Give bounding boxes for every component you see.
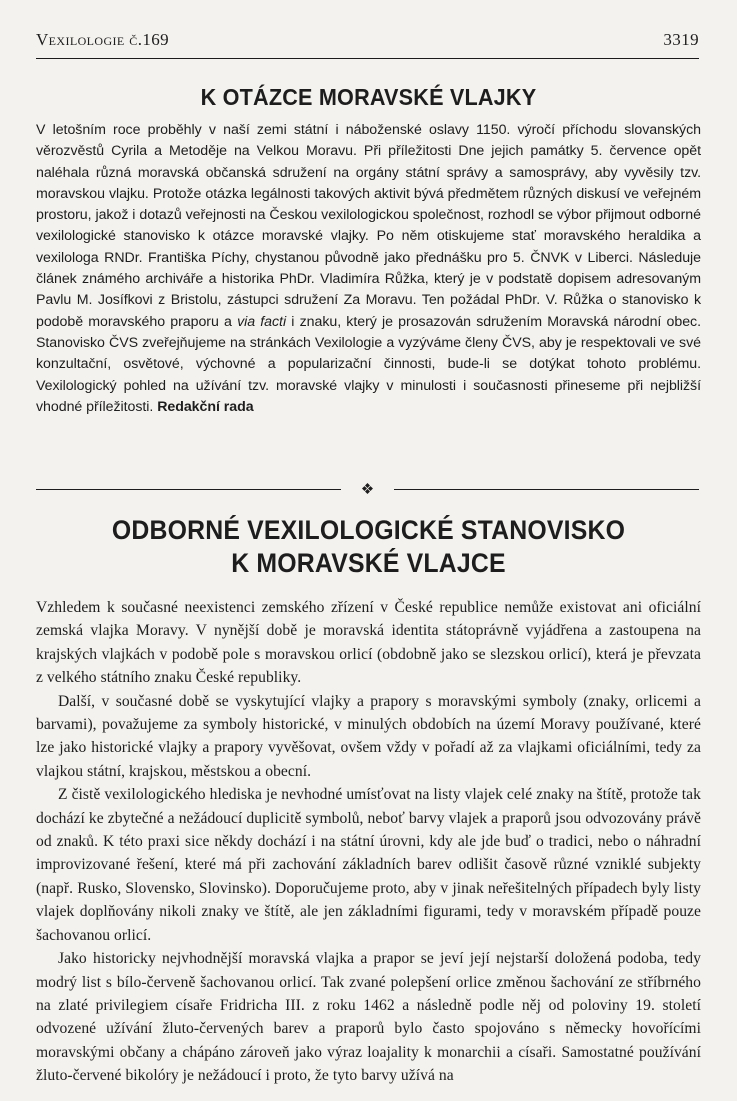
article-paragraph: Vzhledem k současné neexistenci zemského zřízení v České republice nemůže existovat ani oficiální zemská vlajka Moravy. V nynější době je moravská identita státoprávně vyjádřena a zastoupena na krajských vlajkách v podobě pole s moravskou orlicí (obdobně jako se slezskou orlicí), která je převzata z velkého státního znaku České republiky. — [36, 599, 701, 687]
divider-line-left — [36, 489, 341, 490]
editorial-italic: via facti — [237, 313, 287, 330]
article-paragraph: Další, v současné době se vyskytující vlajky a prapory s moravskými symboly (znaky, orlicemi a barvami), považujeme za symboly historické, v minulých obdobích na území Moravy používané, které lze jako historické vlajky a prapory vyvěšovat, ovšem vždy v pořadí až za vlajkami oficiálními, tedy za vlajkou státní, krajskou, městskou a obecní. — [36, 692, 701, 780]
editorial-text-a: V letošním roce proběhly v naší zemi státní i náboženské oslavy 1150. výročí příchodu slovanských věrozvěstů Cyrila a Metoděje na Velkou Moravu. Při příležitosti Dne jejich památky 5. července opět naléhala různá moravská občanská sdružení na orgány státní správy a samosprávy, aby vyvěsily tzv. moravskou vlajku. Protože otázka legálnosti takových aktivit bývá předmětem různých diskusí ve veřejném prostoru, jakož i dotazů veřejnosti na Českou vexilologickou společnost, rozhodl se výbor přijmout odborné vexilologické stanovisko k otázce moravské vlajky. Po něm otiskujeme stať moravského heraldika a vexilologa RNDr. Františka Píchy, chystanou původně jako přednášku pro 5. ČNVK v Liberci. Následuje článek známého archiváře a historika PhDr. Vladimíra Růžka, který je v podstatě dopisem adresovaným Pavlu M. Josífkovi z Bristolu, zástupci sdružení Za Moravu. Ten požádal PhDr. V. Růžka o stanovisko k podobě moravského praporu a — [36, 122, 701, 330]
ornament-icon: ❖ — [360, 480, 375, 498]
header-rule — [36, 58, 699, 59]
section-divider — [36, 480, 699, 498]
editorial-text-b: i znaku, který je prosazován sdružením Moravská národní obec. Stanovisko ČVS zveřejňujeme na stránkách Vexilologie a vyzýváme členy ČVS, aby je respektovali ve své konzultační, osvětové, výchovné a popularizační činnosti, bude-li se dotýkat tohoto problému. Vexilologický pohled na užívání tzv. moravské vlajky v minulosti i současnosti přineseme při nejbližší vhodné příležitosti. — [36, 313, 701, 415]
article-paragraph: Z čistě vexilologického hlediska je nevhodné umísťovat na listy vlajek celé znaky na štítě, protože tak dochází ke zbytečné a nežádoucí duplicitě symbolů, neboť barvy vlajek a praporů jsou odvozovány právě od znaků. K této praxi sice někdy dochází i na státní úrovni, kdy ale jde buď o tradici, nebo o náhradní improvizované řešení, které má při zachování základních barev odlišit časově různé vzniklé subjekty (např. Rusko, Slovensko, Slovinsko). Doporučujeme proto, aby v jinak neřešitelných případech byly listy vlajek doplňovány nikoli znaky ve štítě, ale jen základními figurami, tedy v moravském případě pouze šachovanou orlicí. — [36, 786, 701, 944]
journal-issue: Vexilologie č.169 — [36, 30, 170, 49]
editorial-title: K OTÁZCE MORAVSKÉ VLAJKY — [200, 84, 537, 110]
article-title — [0, 514, 737, 580]
article-title-line-1: ODBORNÉ VEXILOLOGICKÉ STANOVISKO — [111, 515, 626, 545]
article-paragraph: Jako historicky nejvhodnější moravská vlajka a prapor se jeví její nejstarší doložená podoba, tedy modrý list s bílo-červeně šachovanou orlicí. Tak zvané polepšení orlice změnou šachování ze stříbrného na zlaté privilegiem císaře Fridricha III. z roku 1462 a následně podle něj od poloviny 19. století odvozené užívání žluto-červených barev a praporů bylo často spojováno s německy hovořícími moravskými občany a chápáno zároveň jako výraz loajality k monarchii a císaři. Samostatné používání žluto-červené bikolóry je nežádoucí i proto, že tyto barvy užívá na — [36, 950, 701, 1085]
running-header — [36, 30, 699, 52]
editorial-signature: Redakční rada — [157, 398, 254, 415]
editorial-note — [36, 120, 701, 418]
article-body — [36, 596, 701, 1088]
editorial-paragraph — [36, 120, 701, 418]
page-number: 3319 — [663, 30, 699, 49]
article-title-line-2: K MORAVSKÉ VLAJCE — [231, 548, 506, 578]
divider-line-right — [394, 489, 699, 490]
